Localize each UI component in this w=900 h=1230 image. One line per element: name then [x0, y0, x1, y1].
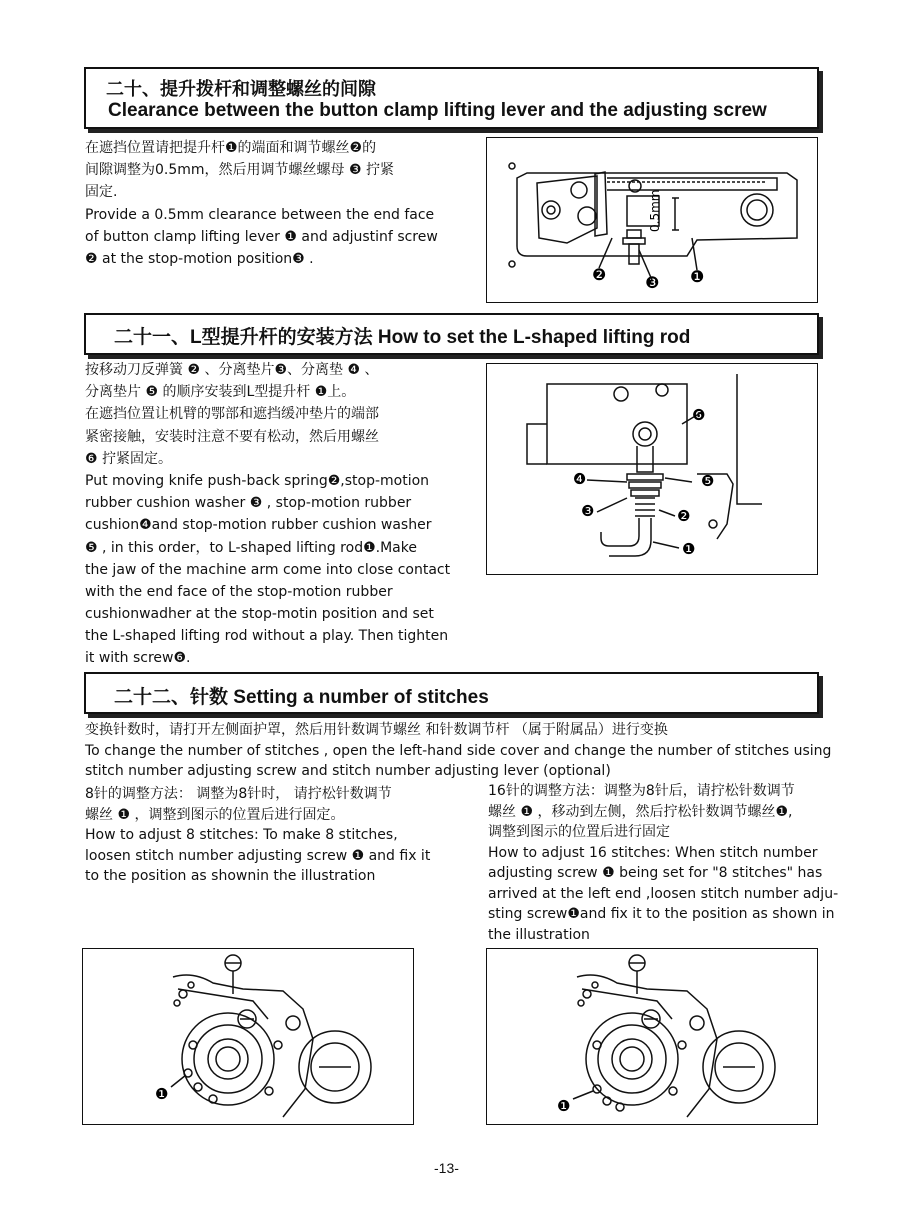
- text-line: loosen stitch number adjusting screw ❶ and fix it: [85, 847, 431, 864]
- text-line: to the position as shownin the illustration: [85, 868, 376, 884]
- callout-1: ❶: [682, 540, 696, 558]
- callout-3: ❸: [645, 273, 660, 292]
- text-line: 分离垫片 ❺ 的顺序安装到L型提升杆 ❶上。: [85, 384, 356, 401]
- section-22-header: [84, 672, 819, 714]
- section-21-body: [85, 359, 450, 670]
- page-number: -13-: [434, 1160, 459, 1176]
- text-line: rubber cushion washer ❸ , stop-motion rubber: [85, 495, 412, 512]
- section-20-title-en: Clearance between the button clamp lifting lever and the adjusting screw: [108, 100, 767, 121]
- text-line: ❺ , in this order，to L-shaped lifting rod❶.Make: [85, 539, 417, 556]
- text-line: stitch number adjusting screw and stitch number adjusting lever (optional): [85, 763, 611, 779]
- callout-2: ❷: [592, 265, 607, 284]
- text-line: 在遮挡位置让机臂的鄂部和遮挡缓冲垫片的端部: [85, 406, 379, 423]
- text-line: 调整到图示的位置后进行固定: [488, 824, 670, 840]
- text-line: How to adjust 16 stitches: When stitch number: [488, 844, 818, 861]
- text-line: ❷ at the stop-motion position❸ .: [85, 250, 314, 267]
- figure-lever-clearance: [486, 137, 818, 303]
- section-22-right-text: [488, 781, 838, 945]
- text-line: cushionwadher at the stop-motin position and set: [85, 606, 434, 623]
- text-line: 固定.: [85, 184, 118, 201]
- text-line: the illustration: [488, 926, 590, 943]
- figure-l-shaped-rod: [486, 363, 818, 575]
- text-line: arrived at the left end ,loosen stitch number adju-: [488, 885, 839, 902]
- text-line: cushion❹and stop-motion rubber cushion washer: [85, 517, 432, 534]
- lever-clearance-drawing: [487, 138, 817, 302]
- callout-1: ❶: [557, 1097, 571, 1115]
- callout-6: ❻: [692, 406, 706, 424]
- clearance-label: 0.5mm: [648, 189, 662, 232]
- section-20-header: [84, 67, 819, 129]
- text-line: ❻ 拧紧固定。: [85, 450, 173, 467]
- text-line: the L-shaped lifting rod without a play. Then tighten: [85, 628, 449, 645]
- section-20-title-zh: 二十、提升拨杆和调整螺丝的间隙: [106, 79, 376, 100]
- figure-8-stitches: [82, 948, 414, 1125]
- section-20-body: [85, 137, 438, 270]
- callout-4: ❹: [573, 470, 587, 488]
- text-line: How to adjust 8 stitches: To make 8 stitches,: [85, 827, 398, 843]
- figure-16-stitches: [486, 948, 818, 1125]
- text-line: 间隙调整为0.5mm，然后用调节螺丝螺母 ❸ 拧紧: [85, 162, 394, 179]
- callout-1: ❶: [690, 267, 705, 286]
- text-line: 螺丝 ❶ ，调整到图示的位置后进行固定。: [85, 806, 345, 823]
- text-line: it with screw❻.: [85, 650, 191, 667]
- text-line: sting screw❶and fix it to the position as shown in: [488, 906, 835, 922]
- section-21-title: 二十一、L型提升杆的安装方法 How to set the L-shaped lifting rod: [114, 327, 691, 348]
- text-line: the jaw of the machine arm come into close contact: [85, 561, 451, 578]
- text-line: 变换针数时，请打开左侧面护罩，然后用针数调节螺丝 和针数调节杆 （属于附属品）进行变换: [85, 722, 668, 738]
- text-line: 在遮挡位置请把提升杆❶的端面和调节螺丝❷的: [85, 140, 377, 156]
- l-shaped-rod-drawing: [487, 364, 817, 574]
- text-line: 螺丝 ❶ ，移动到左侧，然后拧松针数调节螺丝❶,: [488, 803, 793, 820]
- text-line: with the end face of the stop-motion rubber: [85, 583, 393, 600]
- text-line: 紧密接触，安装时注意不要有松动，然后用螺丝: [85, 428, 379, 445]
- section-21-header: [84, 313, 819, 355]
- callout-5: ❺: [701, 472, 715, 490]
- text-line: 按移动刀反弹簧 ❷ 、分离垫片❸、分离垫 ❹ 、: [85, 362, 379, 378]
- text-line: Put moving knife push-back spring❷,stop-motion: [85, 472, 430, 489]
- stitch-mechanism-16-drawing: [487, 949, 817, 1124]
- text-line: 8针的调整方法： 调整为8针时， 请拧松针数调节: [85, 786, 392, 802]
- section-22-intro: [85, 720, 831, 782]
- text-line: 16针的调整方法：调整为8针后，请拧松针数调节: [488, 783, 795, 799]
- callout-3: ❸: [581, 502, 595, 520]
- text-line: adjusting screw ❶ being set for "8 stitches" has: [488, 865, 823, 881]
- text-line: Provide a 0.5mm clearance between the end face: [85, 206, 435, 223]
- text-line: To change the number of stitches , open the left-hand side cover and change the number of stitches using: [85, 742, 832, 759]
- callout-1: ❶: [155, 1085, 169, 1103]
- stitch-mechanism-8-drawing: [83, 949, 413, 1124]
- section-22-title: 二十二、针数 Setting a number of stitches: [114, 687, 489, 708]
- section-22-left-text: [85, 784, 430, 887]
- callout-2: ❷: [677, 507, 691, 525]
- text-line: of button clamp lifting lever ❶ and adjustinf screw: [85, 228, 438, 245]
